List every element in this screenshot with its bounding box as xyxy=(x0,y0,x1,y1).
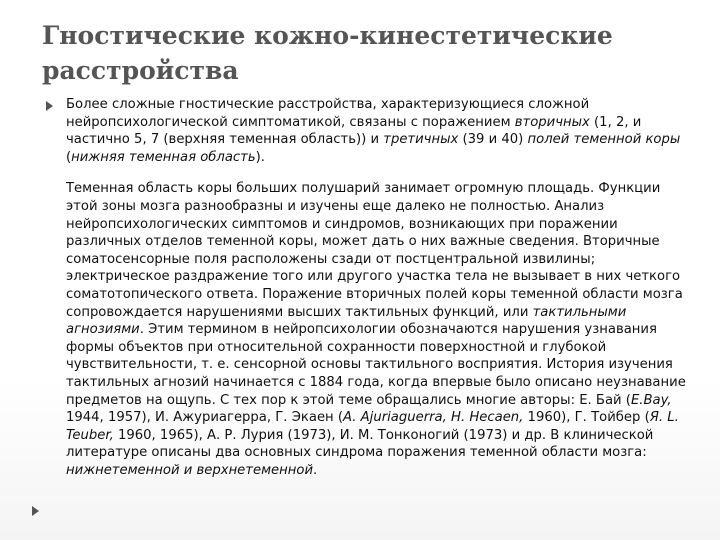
slide-title: Гностические кожно-кинестетические расстройства xyxy=(42,21,613,85)
italic-run: нижнетеменной и верхнетеменной xyxy=(66,462,314,478)
text-run: Теменная область коры больших полушарий занимает огромную площадь. Функции этой зоны мозга разнообразны и изучены еще далеко не полностью. Анализ нейропсихологических симптомов и синдромов, возникающих при поражении различных отделов теменной коры, может дать о них важные сведения. Вторичные соматосенсорные поля расположены сзади от постцентральной извилины; электрическое раздражение того или другого участка тела не вызывает в них четкого соматотопического ответа. Поражение вторичных полей коры теменной области мозга сопровождается нарушениями высших тактильных функций, или xyxy=(66,181,683,320)
triangle-bullet-icon xyxy=(46,101,53,111)
text-run: ( xyxy=(66,149,72,165)
text-run: . Этим термином в нейропсихологии обозначаются нарушения узнавания формы объектов при относительной сохранности поверхностной и глубокой чувствительности, т. е. сенсорной основы тактильного восприятия. История изучения тактильных агнозий начинается с 1884 года, когда впервые было описано неузнавание предметов на ощупь. С тех пор к этой теме обращались многие авторы: Е. Бай ( xyxy=(66,322,686,408)
italic-run: тактильными агнозиями xyxy=(66,304,627,338)
text-run: 1960, 1965), А. Р. Лурия (1973), И. М. Тонконогий (1973) и др. В клинической литературе описаны два основных синдрома поражения теменной области мозга: xyxy=(66,427,654,461)
text-run: 1960), Г. Тойбер ( xyxy=(523,410,650,426)
italic-run: вторичных xyxy=(514,114,590,130)
text-run: 1944, 1957), И. Ажуриагерра, Г. Экаен ( xyxy=(66,410,344,426)
text-run: Более сложные гностические расстройства, характеризующиеся сложной нейропсихологической симптоматикой, связаны с поражением xyxy=(66,97,590,130)
slide-content xyxy=(44,96,688,479)
italic-run: A. Ajuriaguerra, H. Hecaen, xyxy=(343,410,524,426)
bullet-text xyxy=(66,96,688,166)
text-run: ). xyxy=(255,149,265,165)
text-run: . xyxy=(313,462,318,478)
body-paragraph xyxy=(44,180,688,479)
text-run: (1, 2, и частично 5, 7 (верхняя теменная область)) и xyxy=(66,114,642,148)
text-run: (39 и 40) xyxy=(458,132,528,148)
italic-run: нижняя теменная область xyxy=(71,149,256,165)
bullet-item xyxy=(44,96,688,166)
triangle-bullet-icon xyxy=(32,506,39,516)
italic-run: E.Bay, xyxy=(630,392,672,408)
italic-run: третичных xyxy=(383,132,459,148)
italic-run: полей теменной коры xyxy=(527,132,681,148)
italic-run: Я. L. Teuber, xyxy=(66,410,679,443)
